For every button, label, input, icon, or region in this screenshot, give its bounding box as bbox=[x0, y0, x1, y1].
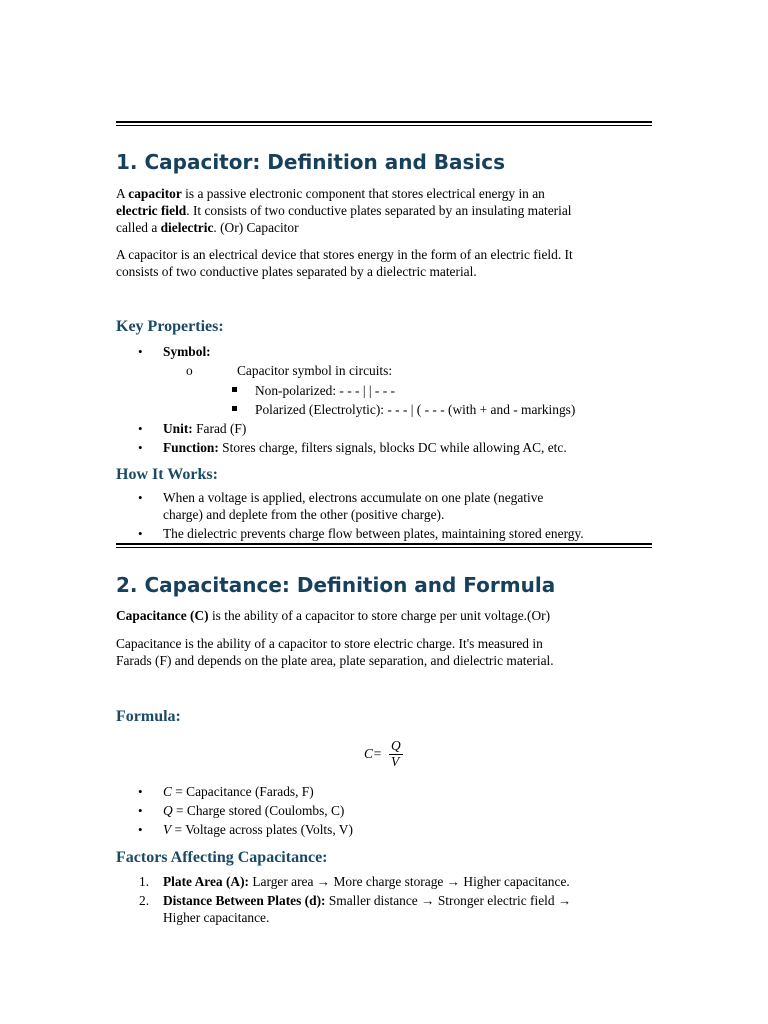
bullet-icon: • bbox=[138, 421, 143, 436]
bullet-icon: • bbox=[138, 822, 143, 837]
paragraph-line: Farads (F) and depends on the plate area, plate separation, and dielectric material. bbox=[116, 653, 554, 668]
paragraph-line: Capacitance (C) is the ability of a capacitor to store charge per unit voltage.(Or) bbox=[116, 608, 551, 623]
variable-item: Q = Charge stored (Coulombs, C) bbox=[163, 803, 345, 818]
unit-item: Unit: Farad (F) bbox=[163, 421, 247, 436]
bullet-icon: • bbox=[138, 344, 143, 359]
section-divider bbox=[116, 543, 652, 545]
bullet-icon: • bbox=[138, 526, 143, 541]
paragraph-line: electric field. It consists of two conductive plates separated by an insulating material bbox=[116, 203, 572, 218]
how-item-line: When a voltage is applied, electrons accumulate on one plate (negative bbox=[163, 490, 544, 505]
paragraph-line: A capacitor is a passive electronic component that stores electrical energy in an bbox=[116, 186, 545, 201]
formula-denominator: V bbox=[391, 754, 400, 769]
subheading-factors: Factors Affecting Capacitance: bbox=[116, 849, 328, 866]
paragraph-line: consists of two conductive plates separated by a dielectric material. bbox=[116, 264, 477, 279]
capacitance-formula bbox=[364, 738, 414, 772]
paragraph-line: called a dielectric. (Or) Capacitor bbox=[116, 220, 299, 235]
factor-item-continuation: Higher capacitance. bbox=[163, 910, 270, 925]
formula-lhs: C= bbox=[364, 746, 382, 761]
square-bullet-icon bbox=[232, 387, 237, 392]
how-item-line: charge) and deplete from the other (positive charge). bbox=[163, 507, 445, 522]
subheading-formula: Formula: bbox=[116, 708, 181, 725]
section-title: 2. Capacitance: Definition and Formula bbox=[116, 573, 556, 597]
function-item: Function: Stores charge, filters signals, blocks DC while allowing AC, etc. bbox=[163, 440, 567, 455]
formula-numerator: Q bbox=[391, 738, 401, 753]
list-number: 1. bbox=[139, 874, 150, 889]
bullet-icon: • bbox=[138, 490, 143, 505]
bullet-icon: • bbox=[138, 784, 143, 799]
variable-item: V = Voltage across plates (Volts, V) bbox=[163, 822, 353, 837]
bullet-icon: • bbox=[138, 440, 143, 455]
polarized-item: Polarized (Electrolytic): - - - | ( - - - (with + and - markings) bbox=[255, 402, 576, 417]
paragraph-line: Capacitance is the ability of a capacitor to store electric charge. It's measured in bbox=[116, 636, 543, 651]
subheading-key-properties: Key Properties: bbox=[116, 318, 224, 335]
factor-item: Plate Area (A): Larger area → More charge storage → Higher capacitance. bbox=[163, 874, 570, 889]
subheading-how-it-works: How It Works: bbox=[116, 466, 218, 483]
symbol-sub-item: Capacitor symbol in circuits: bbox=[237, 363, 393, 378]
bullet-icon: • bbox=[138, 803, 143, 818]
factor-item: Distance Between Plates (d): Smaller distance → Stronger electric field → bbox=[163, 893, 572, 908]
section-title: 1. Capacitor: Definition and Basics bbox=[116, 150, 506, 174]
list-number: 2. bbox=[139, 893, 150, 908]
nonpolarized-item: Non-polarized: - - - | | - - - bbox=[255, 383, 395, 398]
sub-bullet-icon: o bbox=[186, 363, 193, 378]
variable-item: C = Capacitance (Farads, F) bbox=[163, 784, 314, 799]
paragraph-line: A capacitor is an electrical device that stores energy in the form of an electric field. It bbox=[116, 247, 573, 262]
top-divider bbox=[116, 121, 652, 123]
square-bullet-icon bbox=[232, 406, 237, 411]
how-item-line: The dielectric prevents charge flow between plates, maintaining stored energy. bbox=[163, 526, 584, 541]
symbol-label: Symbol: bbox=[163, 344, 211, 359]
